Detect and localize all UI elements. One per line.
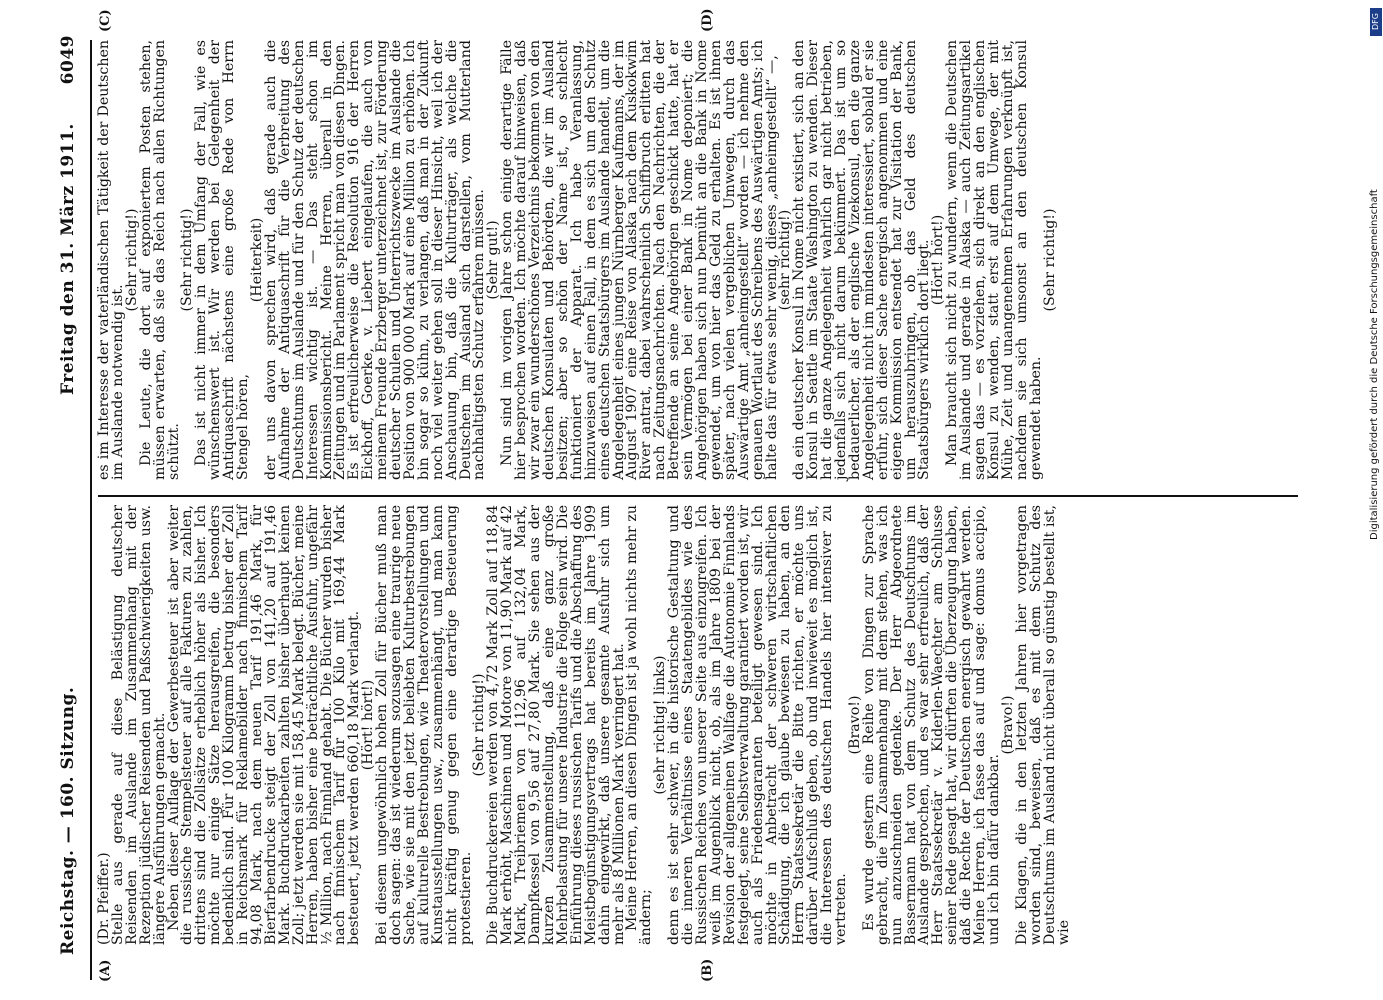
column-divider — [98, 495, 1298, 497]
paragraph: (Sehr gut!) — [485, 220, 502, 300]
header-left: Reichstag. — 160. Sitzung. — [58, 686, 78, 955]
page-header — [58, 35, 86, 955]
paragraph: (Bravo!) — [999, 695, 1016, 755]
right-column — [98, 40, 1058, 480]
header-rule — [90, 40, 92, 980]
paragraph: der uns davon sprechen wird, daß gerade auch die Aufnahme der Antiquaschrift für die Verbreitung des Deutschtums im Auslande und für den Schutz der deutschen Interessen wichtig ist. — Das steht schon im Kommissionsbericht. Meine Herren, überall in den Zeitungen und im Parlament spricht man von diesen Dingen. Es ist erfreulicherweise die Resolution 916 der Herren Eickhoff, Goerke, v. Liebert eingelaufen, die auch von meinem Freunde Erzberger unterzeichnet ist, zur Förderung deutscher Schulen und Unterrichtszwecke im Auslande die Position von 900 000 Mark auf eine Million zu erhöhen. Ich bin sogar so kühn, zu verlangen, daß man in der Zukunft noch viel weiter gehen soll in dieser Hinsicht, weil ich der Anschauung bin, daß die Kulturträger, als welche die Deutschen im Ausland sich darstellen, vom Mutterland nachhaltigsten Schutz erfahren müssen. — [262, 40, 488, 480]
header-date: Freitag den 31. März 1911. — [58, 123, 78, 395]
paragraph: (Sehr richtig!) — [471, 673, 488, 777]
paragraph: (Dr. Pfeiffer.) — [96, 852, 112, 945]
paragraph: denn es ist sehr schwer, in die historische Gestaltung und die inneren Verhältnisse eines Staatengebildes wie des Russischen Reiches von unserer Seite aus einzugreifen. Ich weiß im Augenblick nicht, ob, als im Jahre 1809 bei der Revision der allgemeinen Wallfage die Autonomie Finnlands festgelegt, seine Selbstverwaltung garantiert worden ist, wir auch als Friedensgaranten beteiligt gewesen sind. Ich möchte in Anbetracht der schweren wirtschaftlichen Schädigung, die ich glaube bewiesen zu haben, an den Herrn Staatssekretär die Bitte richten, er möchte uns darüber Aufschluß geben, ob und inwieweit es möglich ist, die Interessen des deutschen Handels hier intensiver zu vertreten. — [666, 505, 850, 945]
digitization-credit: Digitalisierung gefördert durch die Deutsche Forschungsgemeinschaft — [1369, 189, 1380, 540]
paragraph: Bei diesem ungewöhnlich hohen Zoll für Bücher muß man doch sagen: das ist wiederum sozusagen eine traurige neue Sache, wie sie mit den jetzt beliebten Kulturbestrebungen auf kulturelle Bestrebungen, wie Theatervorstellungen und Kunstausstellungen usw., zusammenhängt, und man kann nicht kräftig genug gegen eine derartige Besteuerung protestieren. — [374, 505, 474, 945]
paragraph: es im Interesse der vaterländischen Tätigkeit der Deutschen im Auslande notwendig ist. — [96, 40, 126, 480]
paragraph: Stelle aus gerade auf diese Belästigung deutscher Reisenden im Auslande im Zusammenhang mit der Rezeption jüdischer Reisenden und Paßschwierigkeiten usw. längere Ausführungen gemacht. — [109, 505, 168, 945]
paragraph: Es wurde gestern eine Reihe von Dingen zur Sprache gebracht, die im Zusammenhang mit dem stehen, was ich nun anzuschneiden gedenke. Der Herr Abgeordnete Bassermann hat von dem Schutz des Deutschtums im Auslande gesprochen, und es war sehr erfreulich, daß der Herr Staatssekretär v. Kiderlen-Waechter am Schlusse seiner Rede gesagt hat, wir dürften die Überzeugung haben, daß die Rechte der Deutschen energisch gewahrt werden. Meine Herren, ich fasse das auf und sage: domus accipio, und ich bin dafür dankbar. — [860, 505, 1002, 945]
paragraph: (Hört! hört!) — [360, 679, 377, 771]
left-column — [98, 505, 1071, 945]
paragraph: Man braucht sich nicht zu wundern, wenn die Deutschen im Auslande und gerade in Alaska — auch Zeitungsartikel sagen das — es vorziehen, sich direkt an den englischen Konsul zu wenden, statt erst auf dem Umwege, der mit Mühe, Zeit und unangenehmen Erfahrungen verknüpft ist, nachdem sie sich umsonst an den deutschen Konsul gewendet haben. — [944, 40, 1044, 480]
margin-mark-c: (C) — [98, 9, 113, 32]
paragraph: Meine Herren, an diesen Dingen ist ja wohl nichts mehr zu ändern; — [624, 505, 655, 945]
paragraph: Neben dieser Auflage der Gewerbesteuer ist aber weiter die russische Stempelsteuer auf alle Fakturen zu zahlen, drittens sind die Zollsätze erheblich höher als bisher. Ich möchte nur einige Sätze herausgreifen, die besonders bedenklich sind. Für 100 Kilogramm betrug bisher der Zoll in Reichsmark für Reklamebilder nach finnischem Tarif 94,08 Mark, nach dem neuen Tarif 191,46 Mark, für Bierfarbendrucke steigt der Zoll von 141,20 auf 191,46 Mark. Buchdruckarbeiten zahlten bisher überhaupt keinen Zoll; jetzt werden sie mit 158,45 Mark belegt. Bücher, meine Herren, haben bisher eine beträchtliche Ausfuhr, ungefähr ½ Million, nach Finnland gehabt. Die Bücher wurden bisher nach finnischem Tarif für 100 Kilo mit 169,44 Mark besteuert, jetzt werden 660,18 Mark verlangt. — [165, 505, 363, 945]
paragraph: (sehr richtig!) — [777, 209, 794, 311]
paragraph: Die Leute, die dort auf exponiertem Posten stehen, müssen erwarten, daß sie das Reich nach allen Richtungen schützt. — [137, 40, 182, 480]
margin-mark-d: (D) — [700, 8, 715, 32]
paragraph: (sehr richtig! links) — [652, 655, 669, 795]
paragraph: (Sehr richtig!) — [123, 208, 140, 312]
margin-mark-a: (A) — [98, 959, 113, 982]
margin-mark-b: (B) — [700, 958, 715, 982]
paragraph: (Hört! hört!) — [930, 214, 947, 306]
paragraph: Das ist nicht immer in dem Umfang der Fall, wie es wünschenswert ist. Wir werden bei Gelegenheit der Antiquaschrift nächstens eine große Rede von Herrn Stengel hören, — [193, 40, 252, 480]
dfg-logo: DFG — [1370, 8, 1382, 36]
paragraph: (Sehr richtig!) — [1041, 208, 1058, 312]
paragraph: (Bravo!) — [846, 695, 863, 755]
paragraph: (Heiterkeit) — [248, 217, 265, 303]
paragraph: Nun sind im vorigen Jahre schon einige derartige Fälle hier besprochen worden. Ich möchte darauf hinweisen, daß wir zwar ein wunderschönes Verzeichnis bekommen von den deutschen Konsulaten und Behörden, die wir im Ausland besitzen; aber so schön der Name ist, so schlecht funktioniert der Apparat. Ich habe Veranlassung, hinzuweisen auf einen Fall, in dem es sich um den Schutz eines deutschen Staatsbürgers im Auslande handelt, um die Angelegenheit eines jungen Nürnberger Kaufmanns, der im August 1907 eine Reise von Alaska nach dem Kuskokwim River antrat, dabei wahrscheinlich Schiffbruch erlitten hat nach Zeitungsnachrichten. Nach den Nachrichten, die der Betreffende an seine Angehörigen geschickt hatte, hat er sein Vermögen bei einer Bank in Nome deponiert; die Angehörigen haben sich nun bemüht an die Bank in Nome gewendet, um von hier das Geld zu erhalten. Es ist ihnen später, nach vielen vergeblichen Umwegen, durch das Auswärtige Amt „anheimgestellt“ worden — ich nehme den genauen Wortlaut des Schreibens des Auswärtigen Amts; ich halte das für etwas sehr wenig, dieses „anheimgestellt“ —, — [499, 40, 780, 480]
paragraph: Die Buchdruckereien werden von 4,72 Mark Zoll auf 118,84 Mark erhöht, Maschinen und Motore von 11,90 Mark auf 42 Mark, Treibriemen von 112,96 auf 132,04 Mark, Dampfkessel von 9,56 auf 27,80 Mark. Sie sehen aus der kurzen Zusammenstellung, daß eine ganz große Mehrbelastung für unsere Industrie die Folge sein wird. Die Einführung dieses russischen Tarifs und die Abschaffung des Meistbegünstigungsvertrags hat bereits im Jahre 1909 dahin eingewirkt, daß unsere gesamte Ausfuhr sich um mehr als 8 Millionen Mark verringert hat. — [485, 505, 627, 945]
paragraph: (Sehr richtig!) — [179, 208, 196, 312]
paragraph: da ein deutscher Konsul in Nome nicht existiert, sich an den Konsul in Seattle im Staate Washington zu wenden. Dieser hat die ganze Angelegenheit wahrlich gar nicht betrieben, jedenfalls sich nicht darum bekümmert. Das ist um so bedauerlicher, als der englische Vizekonsul, den die ganze Angelegenheit nicht im mindesten interessiert, sobald er sie erfuhr, sich dieser Sache energisch angenommen und eine eigene Kommission entsendet hat zur Visitation der Bank, um herauszubringen, ob das Geld des deutschen Staatsbürgers wirklich dort liegt. — [791, 40, 933, 480]
page-number: 6049 — [58, 35, 78, 85]
paragraph: Die Klagen, die in den letzten Jahren hier vorgetragen worden sind, beweisen, daß es mit dem Schutz des Deutschtums im Ausland nicht überall so günstig bestellt ist, wie — [1013, 505, 1072, 945]
